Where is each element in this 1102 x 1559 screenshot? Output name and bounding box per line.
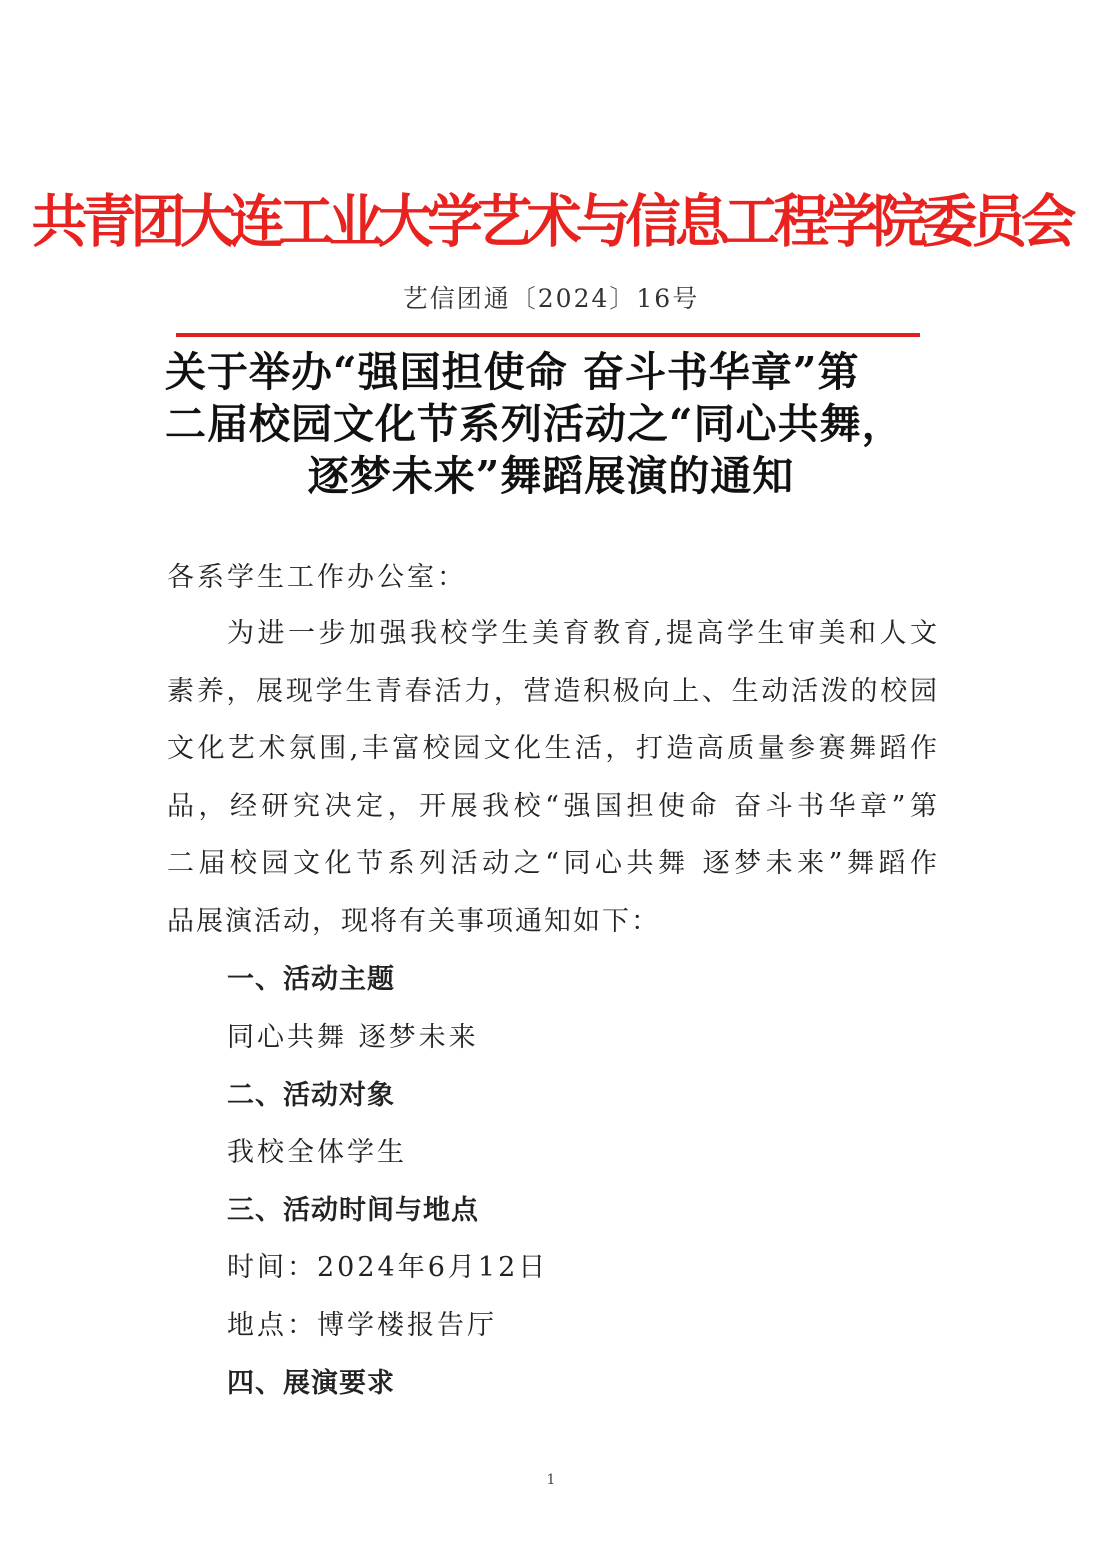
notice-title bbox=[165, 346, 937, 502]
section-2-text: 我校全体学生 bbox=[227, 1137, 407, 1168]
salutation: 各系学生工作办公室： bbox=[167, 562, 467, 593]
paragraph-line-3: 文化艺术氛围,丰富校园文化生活，打造高质量参赛舞蹈作 bbox=[167, 733, 937, 764]
title-line-1: 关于举办“强国担使命 奋斗书华章”第 bbox=[165, 348, 860, 396]
page-number: 1 bbox=[546, 1472, 556, 1488]
section-3-time: 时间：2024年6月12日 bbox=[227, 1252, 549, 1283]
organization-header: 共青团大连工业大学艺术与信息工程学院委员会 bbox=[31, 189, 1071, 255]
section-3-heading: 三、活动时间与地点 bbox=[227, 1195, 479, 1226]
section-1-heading: 一、活动主题 bbox=[227, 964, 395, 995]
paragraph-line-2: 素养，展现学生青春活力，营造积极向上、生动活泼的校园 bbox=[167, 675, 937, 707]
document-number: 艺信团通〔2024〕16号 bbox=[402, 284, 700, 313]
title-line-2: 二届校园文化节系列活动之“同心共舞， bbox=[165, 400, 904, 448]
paragraph-line-4: 品，经研究决定，开展我校“强国担使命 奋斗书华章”第 bbox=[167, 790, 937, 822]
paragraph-line-1: 为进一步加强我校学生美育教育,提高学生审美和人文 bbox=[227, 618, 937, 649]
section-3-place: 地点：博学楼报告厅 bbox=[227, 1310, 497, 1341]
title-line-3: 逐梦未来”舞蹈展演的通知 bbox=[307, 452, 795, 500]
paragraph-line-6: 品展演活动，现将有关事项通知如下： bbox=[167, 905, 660, 937]
intro-paragraph bbox=[167, 614, 937, 959]
red-divider-line bbox=[176, 333, 920, 337]
paragraph-line-5: 二届校园文化节系列活动之“同心共舞 逐梦未来”舞蹈作 bbox=[167, 848, 937, 879]
section-1-text: 同心共舞 逐梦未来 bbox=[227, 1022, 479, 1053]
section-4-heading: 四、展演要求 bbox=[227, 1368, 395, 1399]
section-2-heading: 二、活动对象 bbox=[227, 1080, 395, 1111]
